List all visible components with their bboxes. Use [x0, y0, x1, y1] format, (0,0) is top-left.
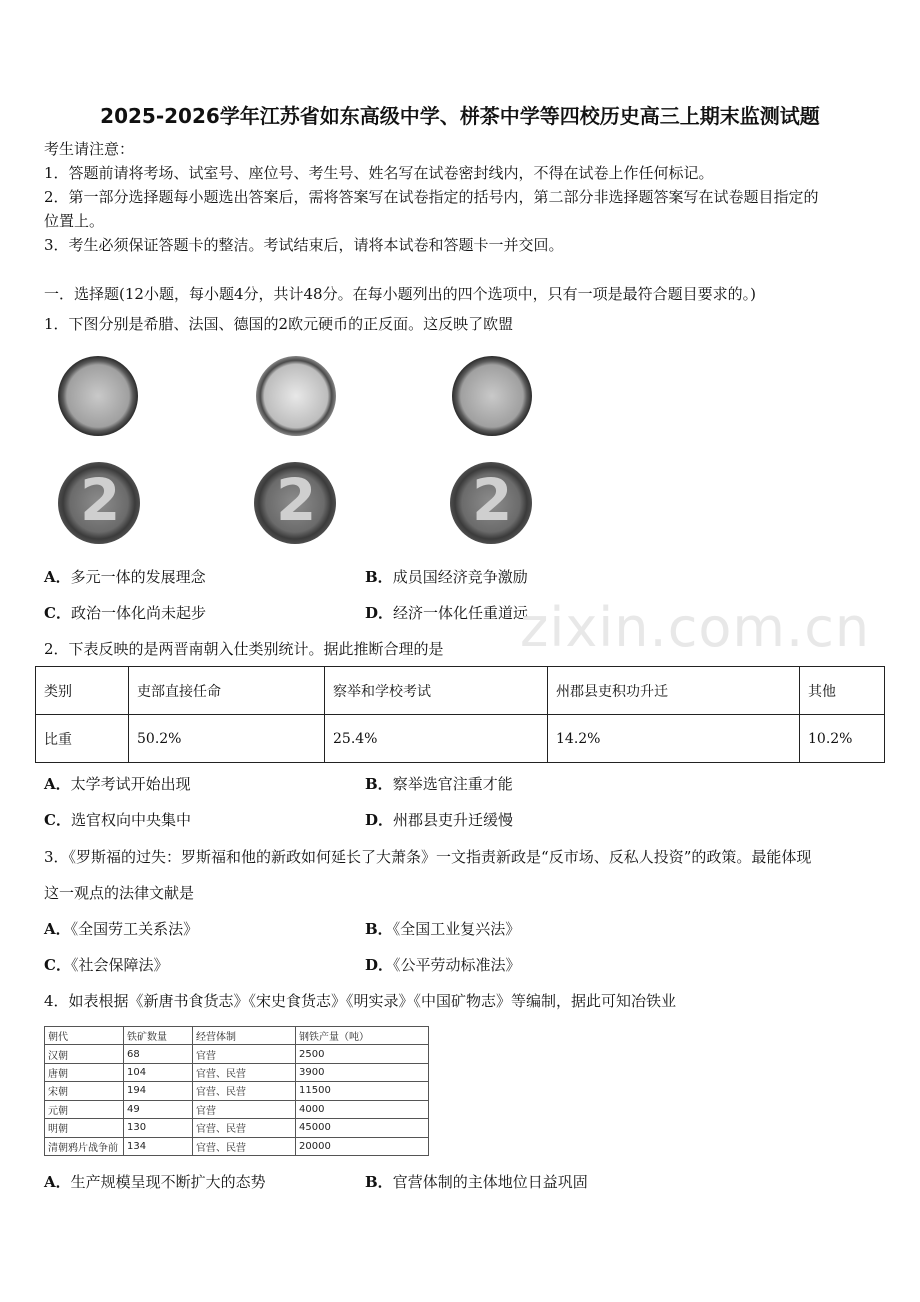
- notice-item: 2．第一部分选择题每小题选出答案后，需将答案写在试卷指定的括号内，第二部分非选择题答案写在试卷题目指定的: [44, 188, 819, 206]
- table-cell: 45000: [296, 1119, 429, 1137]
- table-cell: 194: [124, 1082, 193, 1100]
- question-2-table: [35, 666, 885, 763]
- table-cell: 官营: [193, 1045, 296, 1063]
- question-3-stem-cont: 这一观点的法律文献是: [44, 884, 195, 902]
- table-row: [45, 1100, 429, 1118]
- option-c: C．选官权向中央集中: [44, 811, 191, 829]
- table-cell: 宋朝: [45, 1082, 124, 1100]
- table-cell: 4000: [296, 1100, 429, 1118]
- table-cell: 134: [124, 1137, 193, 1155]
- option-c: C．政治一体化尚未起步: [44, 604, 206, 622]
- table-cell: 元朝: [45, 1100, 124, 1118]
- table-cell: 2500: [296, 1045, 429, 1063]
- option-d: D．《公平劳动标准法》: [365, 956, 521, 974]
- option-b: B．成员国经济竞争激励: [365, 568, 528, 586]
- table-cell: 104: [124, 1063, 193, 1081]
- greek-coin-back-image: 2: [58, 462, 140, 544]
- table-cell: 官营、民营: [193, 1119, 296, 1137]
- table-cell: 比重: [36, 715, 129, 763]
- notice-item: 1．答题前请将考场、试室号、座位号、考生号、姓名写在试卷密封线内，不得在试卷上作任何标记。: [44, 164, 714, 182]
- option-b: B．察举选官注重才能: [365, 775, 513, 793]
- table-row: [45, 1045, 429, 1063]
- table-cell: 察举和学校考试: [325, 667, 548, 715]
- question-3-stem: 3．《罗斯福的过失：罗斯福和他的新政如何延长了大萧条》一文指责新政是“反市场、反私人投资”的政策。最能体现: [44, 848, 812, 866]
- table-cell: 49: [124, 1100, 193, 1118]
- table-cell: 25.4%: [325, 715, 548, 763]
- table-cell: 铁矿数量: [124, 1027, 193, 1045]
- table-cell: 130: [124, 1119, 193, 1137]
- option-d: D．经济一体化任重道远: [365, 604, 529, 622]
- question-1-stem: 1．下图分别是希腊、法国、德国的2欧元硬币的正反面。这反映了欧盟: [44, 315, 514, 333]
- option-a: A．多元一体的发展理念: [44, 568, 206, 586]
- table-cell: 吏部直接任命: [129, 667, 325, 715]
- table-row: [45, 1082, 429, 1100]
- table-cell: 10.2%: [800, 715, 885, 763]
- question-4-table: [44, 1026, 429, 1156]
- notice-item: 3．考生必须保证答题卡的整洁。考试结束后，请将本试卷和答题卡一并交回。: [44, 236, 564, 254]
- table-cell: 明朝: [45, 1119, 124, 1137]
- table-cell: 官营、民营: [193, 1082, 296, 1100]
- german-coin-front-image: [452, 356, 532, 436]
- question-2-stem: 2．下表反映的是两晋南朝入仕类别统计。据此推断合理的是: [44, 640, 444, 658]
- table-cell: 类别: [36, 667, 129, 715]
- question-4-stem: 4．如表根据《新唐书食货志》《宋史食货志》《明实录》《中国矿物志》等编制，据此可知冶铁业: [44, 992, 677, 1010]
- french-coin-front-image: [256, 356, 336, 436]
- page-title: 2025-2026学年江苏省如东高级中学、栟茶中学等四校历史高三上期末监测试题: [100, 104, 820, 128]
- table-row: [45, 1137, 429, 1155]
- option-a: A．《全国劳工关系法》: [44, 920, 199, 938]
- section-heading: 一．选择题(12小题，每小题4分，共计48分。在每小题列出的四个选项中，只有一项是最符合题目要求的。): [44, 285, 756, 303]
- table-cell: 唐朝: [45, 1063, 124, 1081]
- greek-coin-front-image: [58, 356, 138, 436]
- table-cell: 官营、民营: [193, 1137, 296, 1155]
- option-d: D．州郡县吏升迁缓慢: [365, 811, 514, 829]
- option-a: A．生产规模呈现不断扩大的态势: [44, 1173, 266, 1191]
- german-coin-back-image: 2: [450, 462, 532, 544]
- table-cell: 68: [124, 1045, 193, 1063]
- table-cell: 50.2%: [129, 715, 325, 763]
- table-row: [45, 1027, 429, 1045]
- table-cell: 官营、民营: [193, 1063, 296, 1081]
- table-cell: 其他: [800, 667, 885, 715]
- option-a: A．太学考试开始出现: [44, 775, 191, 793]
- table-cell: 汉朝: [45, 1045, 124, 1063]
- table-row: [36, 715, 885, 763]
- option-b: B．《全国工业复兴法》: [365, 920, 521, 938]
- table-cell: 经营体制: [193, 1027, 296, 1045]
- option-c: C．《社会保障法》: [44, 956, 169, 974]
- table-cell: 11500: [296, 1082, 429, 1100]
- table-row: [36, 667, 885, 715]
- notice-heading: 考生请注意：: [44, 140, 135, 158]
- table-cell: 官营: [193, 1100, 296, 1118]
- french-coin-back-image: 2: [254, 462, 336, 544]
- notice-item: 位置上。: [44, 212, 105, 230]
- option-b: B．官营体制的主体地位日益巩固: [365, 1173, 588, 1191]
- table-cell: 州郡县吏积功升迁: [548, 667, 800, 715]
- watermark: zixin.com.cn: [520, 596, 871, 659]
- table-row: [45, 1063, 429, 1081]
- table-cell: 清朝鸦片战争前: [45, 1137, 124, 1155]
- table-cell: 钢铁产量（吨）: [296, 1027, 429, 1045]
- table-cell: 20000: [296, 1137, 429, 1155]
- table-cell: 3900: [296, 1063, 429, 1081]
- table-row: [45, 1119, 429, 1137]
- table-cell: 朝代: [45, 1027, 124, 1045]
- table-cell: 14.2%: [548, 715, 800, 763]
